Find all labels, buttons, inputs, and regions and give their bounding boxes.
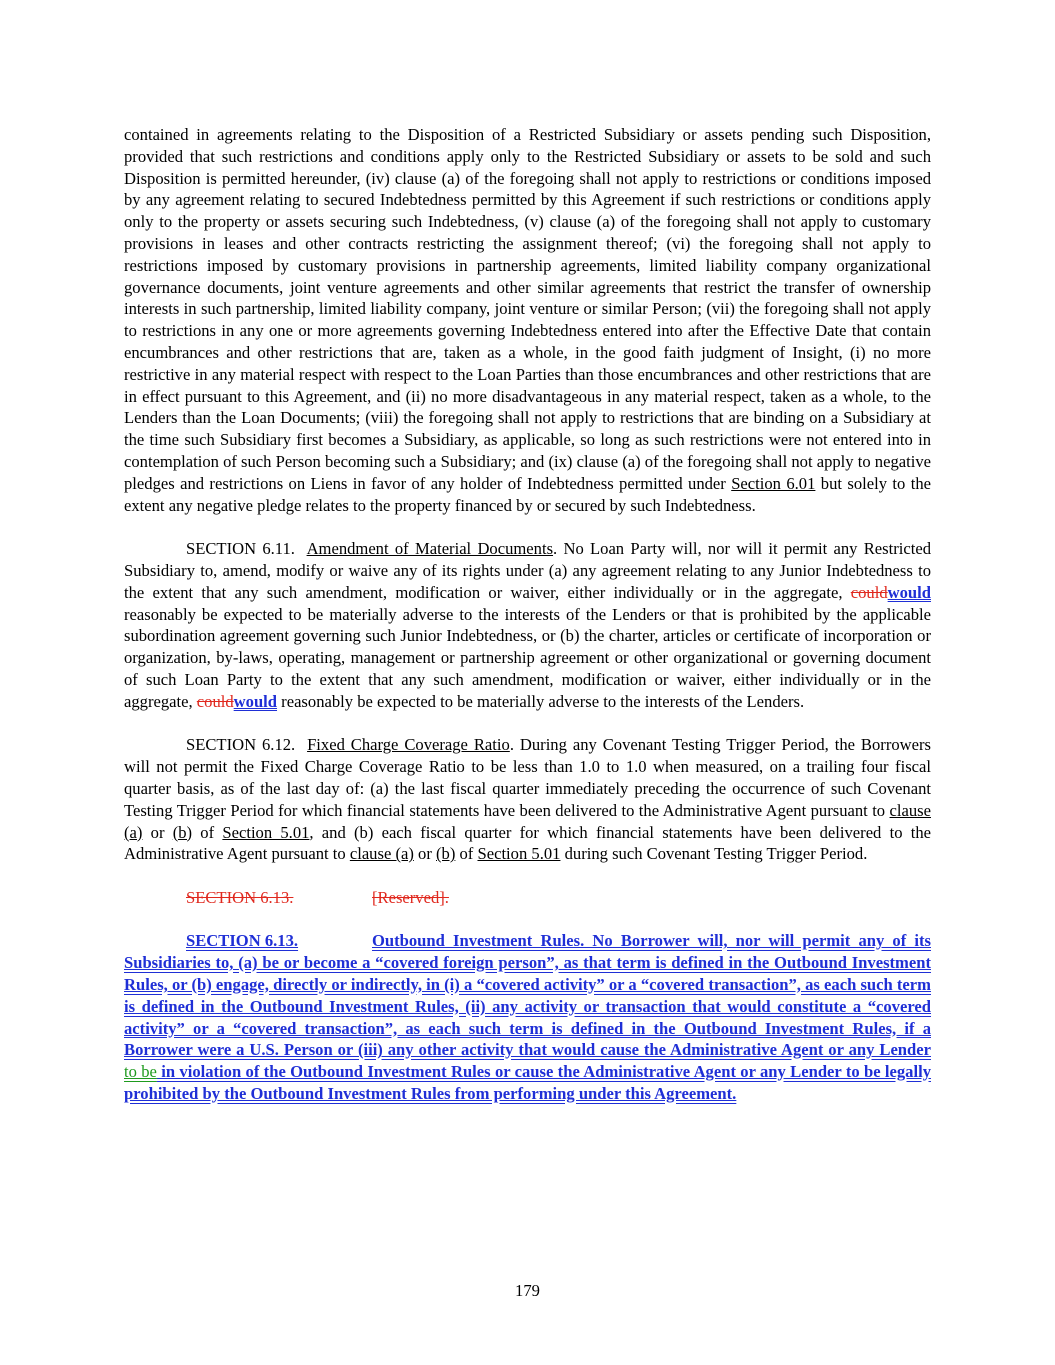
cross-reference-section-5-01: Section 5.01 <box>477 844 561 864</box>
section-text: reasonably be expected to be materially adverse to the interests of the Lenders or that is prohibited by the applicable subordination agreement governing such Junior Indebtedness, or (b) the charter, articles or certificate of incorporation or organization, by-laws, operating, management or partnership agreement or other organizational or governing document of such Loan Party to the extent that any such amendment, modification or waiver, either individually or in the aggregate, <box>124 604 931 711</box>
inserted-section-number-wrapper <box>186 930 372 952</box>
section-text: reasonably be expected to be materially adverse to the interests of the Lenders. <box>277 691 805 711</box>
cross-reference-clause-b: (b) <box>172 822 193 842</box>
section-text: or <box>142 822 173 842</box>
inserted-text: would <box>887 582 931 602</box>
section-6-12-paragraph <box>124 734 931 865</box>
section-6-11-paragraph <box>124 538 931 712</box>
section-title: Amendment of Material Documents <box>306 539 554 559</box>
inserted-section-number: SECTION 6.13. <box>186 931 299 951</box>
deleted-text: could <box>850 582 888 602</box>
section-text: . During any Covenant Testing Trigger Period, the Borrowers will not permit the Fixed Charge Coverage Ratio to be less than 1.0 to 1.0 when measured, on a trailing four fiscal quarter basis, as of the last day of: (a) the last fiscal quarter immediately preceding the occurrence of such Covenant Testing Trigger Period for which financial statements have been delivered to the Administrative Agent pursuant to <box>124 735 931 820</box>
cross-reference-clause-a: clause (a) <box>124 800 931 842</box>
section-title: Fixed Charge Coverage Ratio <box>307 735 510 755</box>
deleted-section-title: [Reserved]. <box>372 887 449 907</box>
document-page <box>124 124 931 1105</box>
inserted-section-text: Outbound Investment Rules. No Borrower will, nor will permit any of its Subsidiaries to, (a) be or become a “covered foreign person”, as that term is defined in the Outbound Investment Rules, or (b) engage, directly or indirectly, in (i) a “covered activity” or a “covered transaction”, as each such term is defined in the Outbound Investment Rules, (ii) any activity or transaction that would constitute a “covered activity” or a “covered transaction”, as each such term is defined in the Outbound Investment Rules, if a Borrower were a U.S. Person or (iii) any other activity that would cause the Administrative Agent or any Lender <box>124 931 931 1060</box>
deleted-section-number: SECTION 6.13. <box>186 887 294 907</box>
section-number: SECTION 6.12. <box>186 735 296 755</box>
cross-reference-clause-a: clause (a) <box>349 844 414 864</box>
inserted-text: would <box>233 691 278 711</box>
section-6-13-inserted-paragraph <box>124 930 931 1104</box>
deleted-text: could <box>196 691 234 711</box>
cross-reference-clause-b: (b) <box>436 844 456 864</box>
section-6-13-deleted-paragraph <box>124 887 931 909</box>
continuation-paragraph <box>124 124 931 516</box>
section-number: SECTION 6.11. <box>186 539 295 559</box>
continuation-text: but solely to the extent any negative pledge relates to the property financed by or secured by such Indebtedness. <box>124 473 931 515</box>
inserted-section-text: in violation of the Outbound Investment Rules or cause the Administrative Agent or any Lender to be legally prohibited by the Outbound Investment Rules from performing under this Agreement. <box>124 1062 931 1104</box>
section-text: of <box>455 844 478 864</box>
section-text: , and (b) each fiscal quarter for which financial statements have been delivered to the Administrative Agent pursuant to <box>124 822 931 864</box>
section-text: . No Loan Party will, nor will it permit any Restricted Subsidiary to, amend, modify or waive any of its rights under (a) any agreement relating to any Junior Indebtedness to the extent that any such amendment, modification or waiver, either individually or in the aggregate, <box>124 539 931 602</box>
cross-reference-section-5-01: Section 5.01 <box>222 822 310 842</box>
section-text: of <box>192 822 223 842</box>
inserted-text-alt: to be <box>124 1062 157 1082</box>
page-number: 179 <box>515 1281 540 1300</box>
section-text: or <box>413 844 436 864</box>
section-text: during such Covenant Testing Trigger Period. <box>560 844 868 864</box>
continuation-text: contained in agreements relating to the Disposition of a Restricted Subsidiary or assets pending such Disposition, provided that such restrictions and conditions apply only to the Restricted Subsidiary or assets to be sold and such Disposition is permitted hereunder, (iv) clause (a) of the foregoing shall not apply to restrictions or conditions imposed by any agreement relating to secured Indebtedness permitted by this Agreement if such restrictions or conditions apply only to the property or assets securing such Indebtedness, (v) clause (a) of the foregoing shall not apply to customary provisions in leases and other contracts restricting the assignment thereof; (vi) the foregoing shall not apply to restrictions imposed by customary provisions in partnership agreements, limited liability company organizational governance documents, joint venture agreements and other similar agreements that restrict the transfer of ownership interests in such partnership, limited liability company, joint venture or similar Person; (vii) the foregoing shall not apply to restrictions in any one or more agreements governing Indebtedness entered into after the Effective Date that contain encumbrances and other restrictions that are, taken as a whole, in the good faith judgment of Insight, (i) no more restrictive in any material respect with respect to the Loan Parties than those encumbrances and other restrictions that are in effect pursuant to this Agreement, and (ii) no more disadvantageous in any material respect, taken as a whole, to the Lenders than the Loan Documents; (viii) the foregoing shall not apply to restrictions that are binding on a Subsidiary at the time such Subsidiary first becomes a Subsidiary, as applicable, so long as such restrictions were not entered into in contemplation of such Person becoming such a Subsidiary; and (ix) clause (a) of the foregoing shall not apply to negative pledges and restrictions on Liens in favor of any holder of Indebtedness permitted under <box>124 125 931 493</box>
cross-reference-section-6-01: Section 6.01 <box>731 473 816 493</box>
